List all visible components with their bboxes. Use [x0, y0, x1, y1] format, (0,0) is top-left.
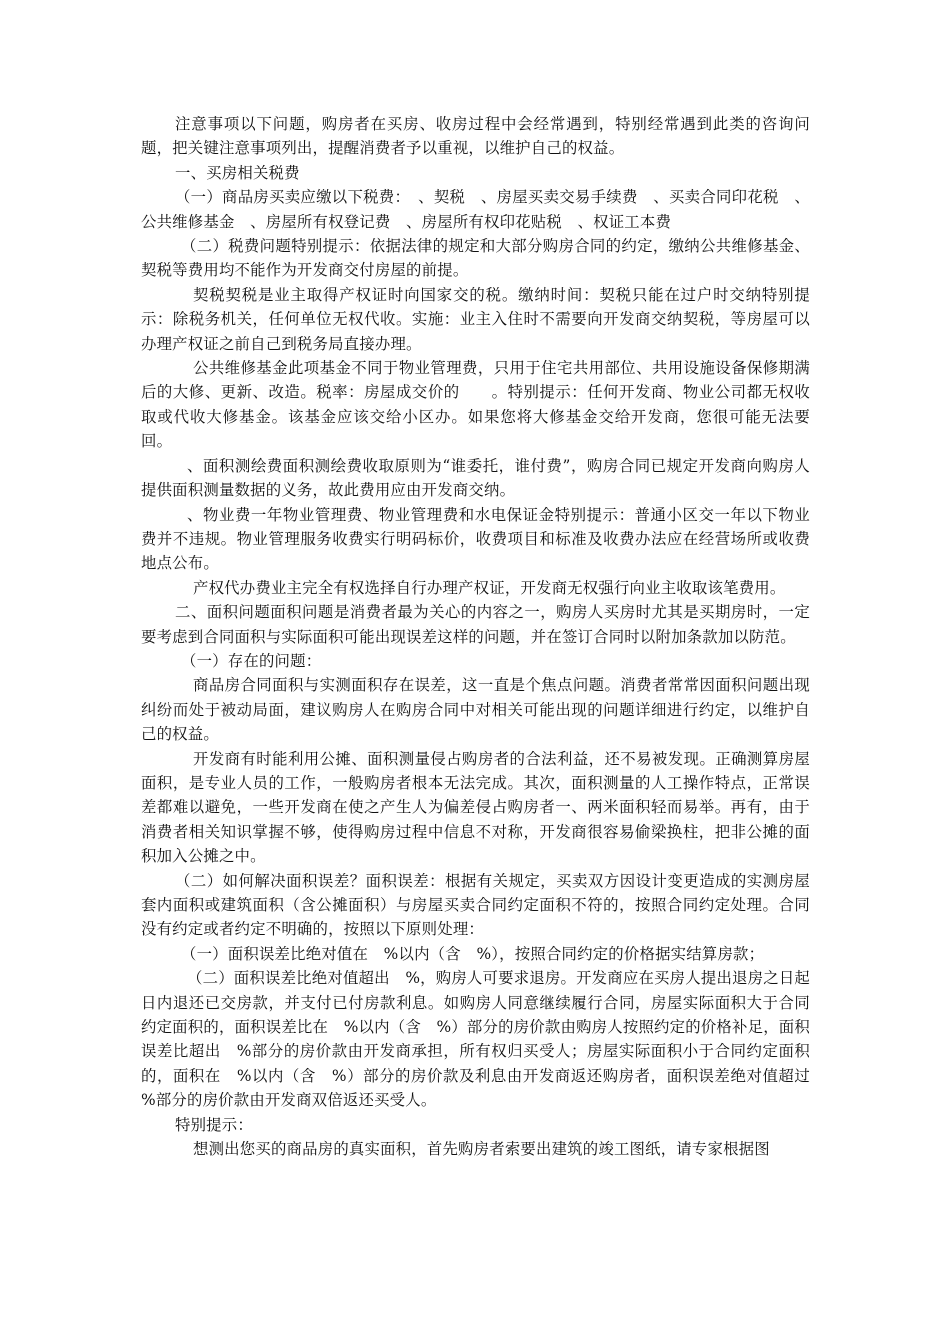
- paragraph-tax-list: （一）商品房买卖应缴以下税费： 、契税 、房屋买卖交易手续费 、买卖合同印花税 、公共维修基金 、房屋所有权登记费 、房屋所有权印花贴税 、权证工本费: [141, 188, 810, 231]
- document-body: [141, 112, 842, 1161]
- heading-tax-fees: 一、买房相关税费: [175, 163, 300, 182]
- paragraph-area-discrepancy: 商品房合同面积与实测面积存在误差，这一直是个焦点问题。消费者常常因面积问题出现纠纷而处于被动局面，建议购房人在购房合同中对相关可能出现的问题详细进行约定，以维护自己的权益。: [141, 676, 810, 744]
- paragraph-rule-one: （一）面积误差比绝对值在 %以内（含 %），按照合同约定的价格据实结算房款；: [181, 944, 765, 963]
- paragraph-survey-fee: 、面积测绘费面积测绘费收取原则为“谁委托，谁付费”，购房合同已规定开发商向购房人提供面积测量数据的义务，故此费用应由开发商交纳。: [141, 456, 810, 500]
- paragraph-deed-tax: 契税契税是业主取得产权证时向国家交的税。缴纳时间：契税只能在过户时交纳特别提示：除税务机关，任何单位无权代收。实施：业主入住时不需要向开发商交纳契税，等房屋可以办理产权证之前自己到税务局直接办理。: [141, 285, 810, 353]
- paragraph-property-fee: 、物业费一年物业管理费、物业管理费和水电保证金特别提示：普通小区交一年以下物业费并不违规。物业管理服务收费实行明码标价，收费项目和标准及收费办法应在经营场所或收费地点公布。: [141, 505, 810, 573]
- heading-area-issues: 二、面积问题面积问题是消费者最为关心的内容之一，购房人买房时尤其是买期房时，一定要考虑到合同面积与实际面积可能出现误差这样的问题，并在签订合同时以附加条款加以防范。: [141, 603, 810, 646]
- paragraph-tax-notice: （二）税费问题特别提示：依据法律的规定和大部分购房合同的约定，缴纳公共维修基金、契税等费用均不能作为开发商交付房屋的前提。: [141, 237, 810, 280]
- paragraph-maintenance-fund: 公共维修基金此项基金不同于物业管理费，只用于住宅共用部位、共用设施设备保修期满后的大修、更新、改造。税率：房屋成交价的 。特别提示：任何开发商、物业公司都无权收取或代收大修基金。该基金应该交给小区办。如果您将大修基金交给开发商，您很可能无法要回。: [141, 359, 810, 451]
- paragraph-measure-tip: 想测出您买的商品房的真实面积，首先购房者索要出建筑的竣工图纸，请专家根据图: [193, 1140, 770, 1159]
- heading-special-notice: 特别提示：: [175, 1115, 253, 1134]
- paragraph-intro: 注意事项以下问题，购房者在买房、收房过程中会经常遇到，特别经常遇到此类的咨询问题，把关键注意事项列出，提醒消费者予以重视，以维护自己的权益。: [141, 115, 810, 158]
- paragraph-resolve-error: （二）如何解决面积误差？面积误差：根据有关规定，买卖双方因设计变更造成的实测房屋套内面积或建筑面积（含公摊面积）与房屋买卖合同约定面积不符的，按照合同约定处理。合同没有约定或者约定不明确的，按照以下原则处理：: [141, 871, 810, 939]
- subheading-existing-problems: （一）存在的问题：: [181, 651, 322, 670]
- paragraph-rule-two: （二）面积误差比绝对值超出 %，购房人可要求退房。开发商应在买房人提出退房之日起 日内退还已交房款，并支付已付房款利息。如购房人同意继续履行合同，房屋实际面积大于合同约定面积的，面积误差比在 %以内（含 %）部分的房价款由购房人按照约定的价格补足，面积误差比超出 %部分的房价款由开发商承担，所有权归买受人；房屋实际面积小于合同约定面积的，面积在 %以内（含 %）部分的房价款及利息由开发商返还购房者，面积误差绝对值超过 %部分的房价款由开发商双倍返还买受人。: [141, 969, 842, 1110]
- paragraph-title-agency-fee: 产权代办费业主完全有权选择自行办理产权证，开发商无权强行向业主收取该笔费用。: [193, 578, 786, 597]
- paragraph-developer-practices: 开发商有时能利用公摊、面积测量侵占购房者的合法利益，还不易被发现。正确测算房屋面积，是专业人员的工作，一般购房者根本无法完成。其次，面积测量的人工操作特点，正常误差都难以避免，一些开发商在使之产生人为偏差侵占购房者一、两米面积轻而易举。再有，由于消费者相关知识掌握不够，使得购房过程中信息不对称，开发商很容易偷梁换柱，把非公摊的面积加入公摊之中。: [141, 749, 810, 866]
